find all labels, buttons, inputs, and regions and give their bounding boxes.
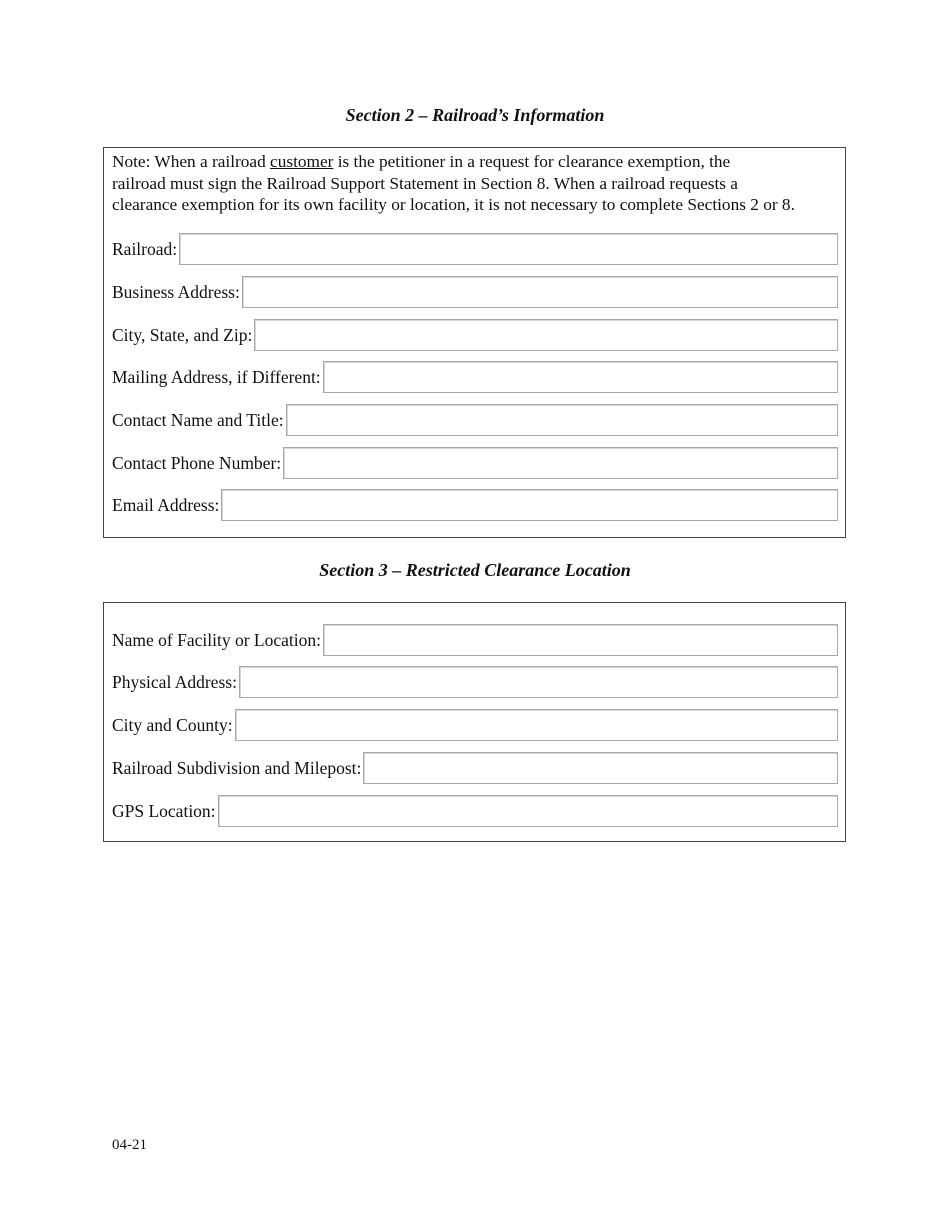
contact-name-title-row — [112, 403, 838, 437]
section-3-title: Section 3 – Restricted Clearance Location — [319, 560, 631, 580]
railroad-row — [112, 232, 838, 266]
note-line1-rest: is the petitioner in a request for clearance exemption, the — [333, 152, 731, 171]
railroad-input[interactable] — [179, 233, 838, 265]
city-county-label: City and County: — [112, 714, 233, 735]
section-2-note — [112, 151, 842, 216]
email-address-row — [112, 488, 838, 522]
physical-address-row — [112, 665, 838, 699]
note-line2: railroad must sign the Railroad Support Statement in Section 8. When a railroad requests a — [112, 173, 738, 193]
facility-name-row — [112, 623, 838, 657]
city-state-zip-label: City, State, and Zip: — [112, 324, 253, 345]
city-county-input[interactable] — [235, 709, 838, 741]
mailing-address-label: Mailing Address, if Different: — [112, 366, 321, 387]
subdivision-milepost-row — [112, 751, 838, 785]
email-address-label: Email Address: — [112, 494, 220, 515]
note-line3: clearance exemption for its own facility or location, it is not necessary to complete Sections 2 or 8. — [112, 195, 795, 214]
gps-location-input[interactable] — [218, 795, 838, 827]
gps-location-row — [112, 794, 838, 828]
railroad-label: Railroad: — [112, 238, 178, 259]
city-county-row — [112, 708, 838, 742]
mailing-address-row — [112, 360, 838, 394]
contact-phone-row — [112, 446, 838, 480]
business-address-row — [112, 275, 838, 309]
mailing-address-input[interactable] — [323, 361, 838, 393]
section-2-title: Section 2 – Railroad’s Information — [345, 105, 605, 125]
email-address-input[interactable] — [221, 489, 838, 521]
physical-address-label: Physical Address: — [112, 671, 237, 692]
contact-phone-label: Contact Phone Number: — [112, 452, 282, 473]
physical-address-input[interactable] — [239, 666, 838, 698]
business-address-label: Business Address: — [112, 281, 240, 302]
form-code: 04-21 — [112, 1137, 147, 1153]
contact-name-title-input[interactable] — [286, 404, 838, 436]
business-address-input[interactable] — [242, 276, 838, 308]
city-state-zip-input[interactable] — [254, 319, 838, 351]
note-underlined-word: customer — [270, 152, 334, 171]
contact-name-title-label: Contact Name and Title: — [112, 409, 284, 430]
contact-phone-input[interactable] — [283, 447, 838, 479]
gps-location-label: GPS Location: — [112, 800, 216, 821]
note-prefix: Note: When a railroad — [112, 152, 271, 171]
facility-name-label: Name of Facility or Location: — [112, 629, 321, 650]
city-state-zip-row — [112, 318, 838, 352]
facility-name-input[interactable] — [323, 624, 838, 656]
subdivision-milepost-label: Railroad Subdivision and Milepost: — [112, 757, 362, 778]
subdivision-milepost-input[interactable] — [363, 752, 838, 784]
section-3-box — [103, 602, 846, 842]
section-2-box — [103, 147, 846, 538]
